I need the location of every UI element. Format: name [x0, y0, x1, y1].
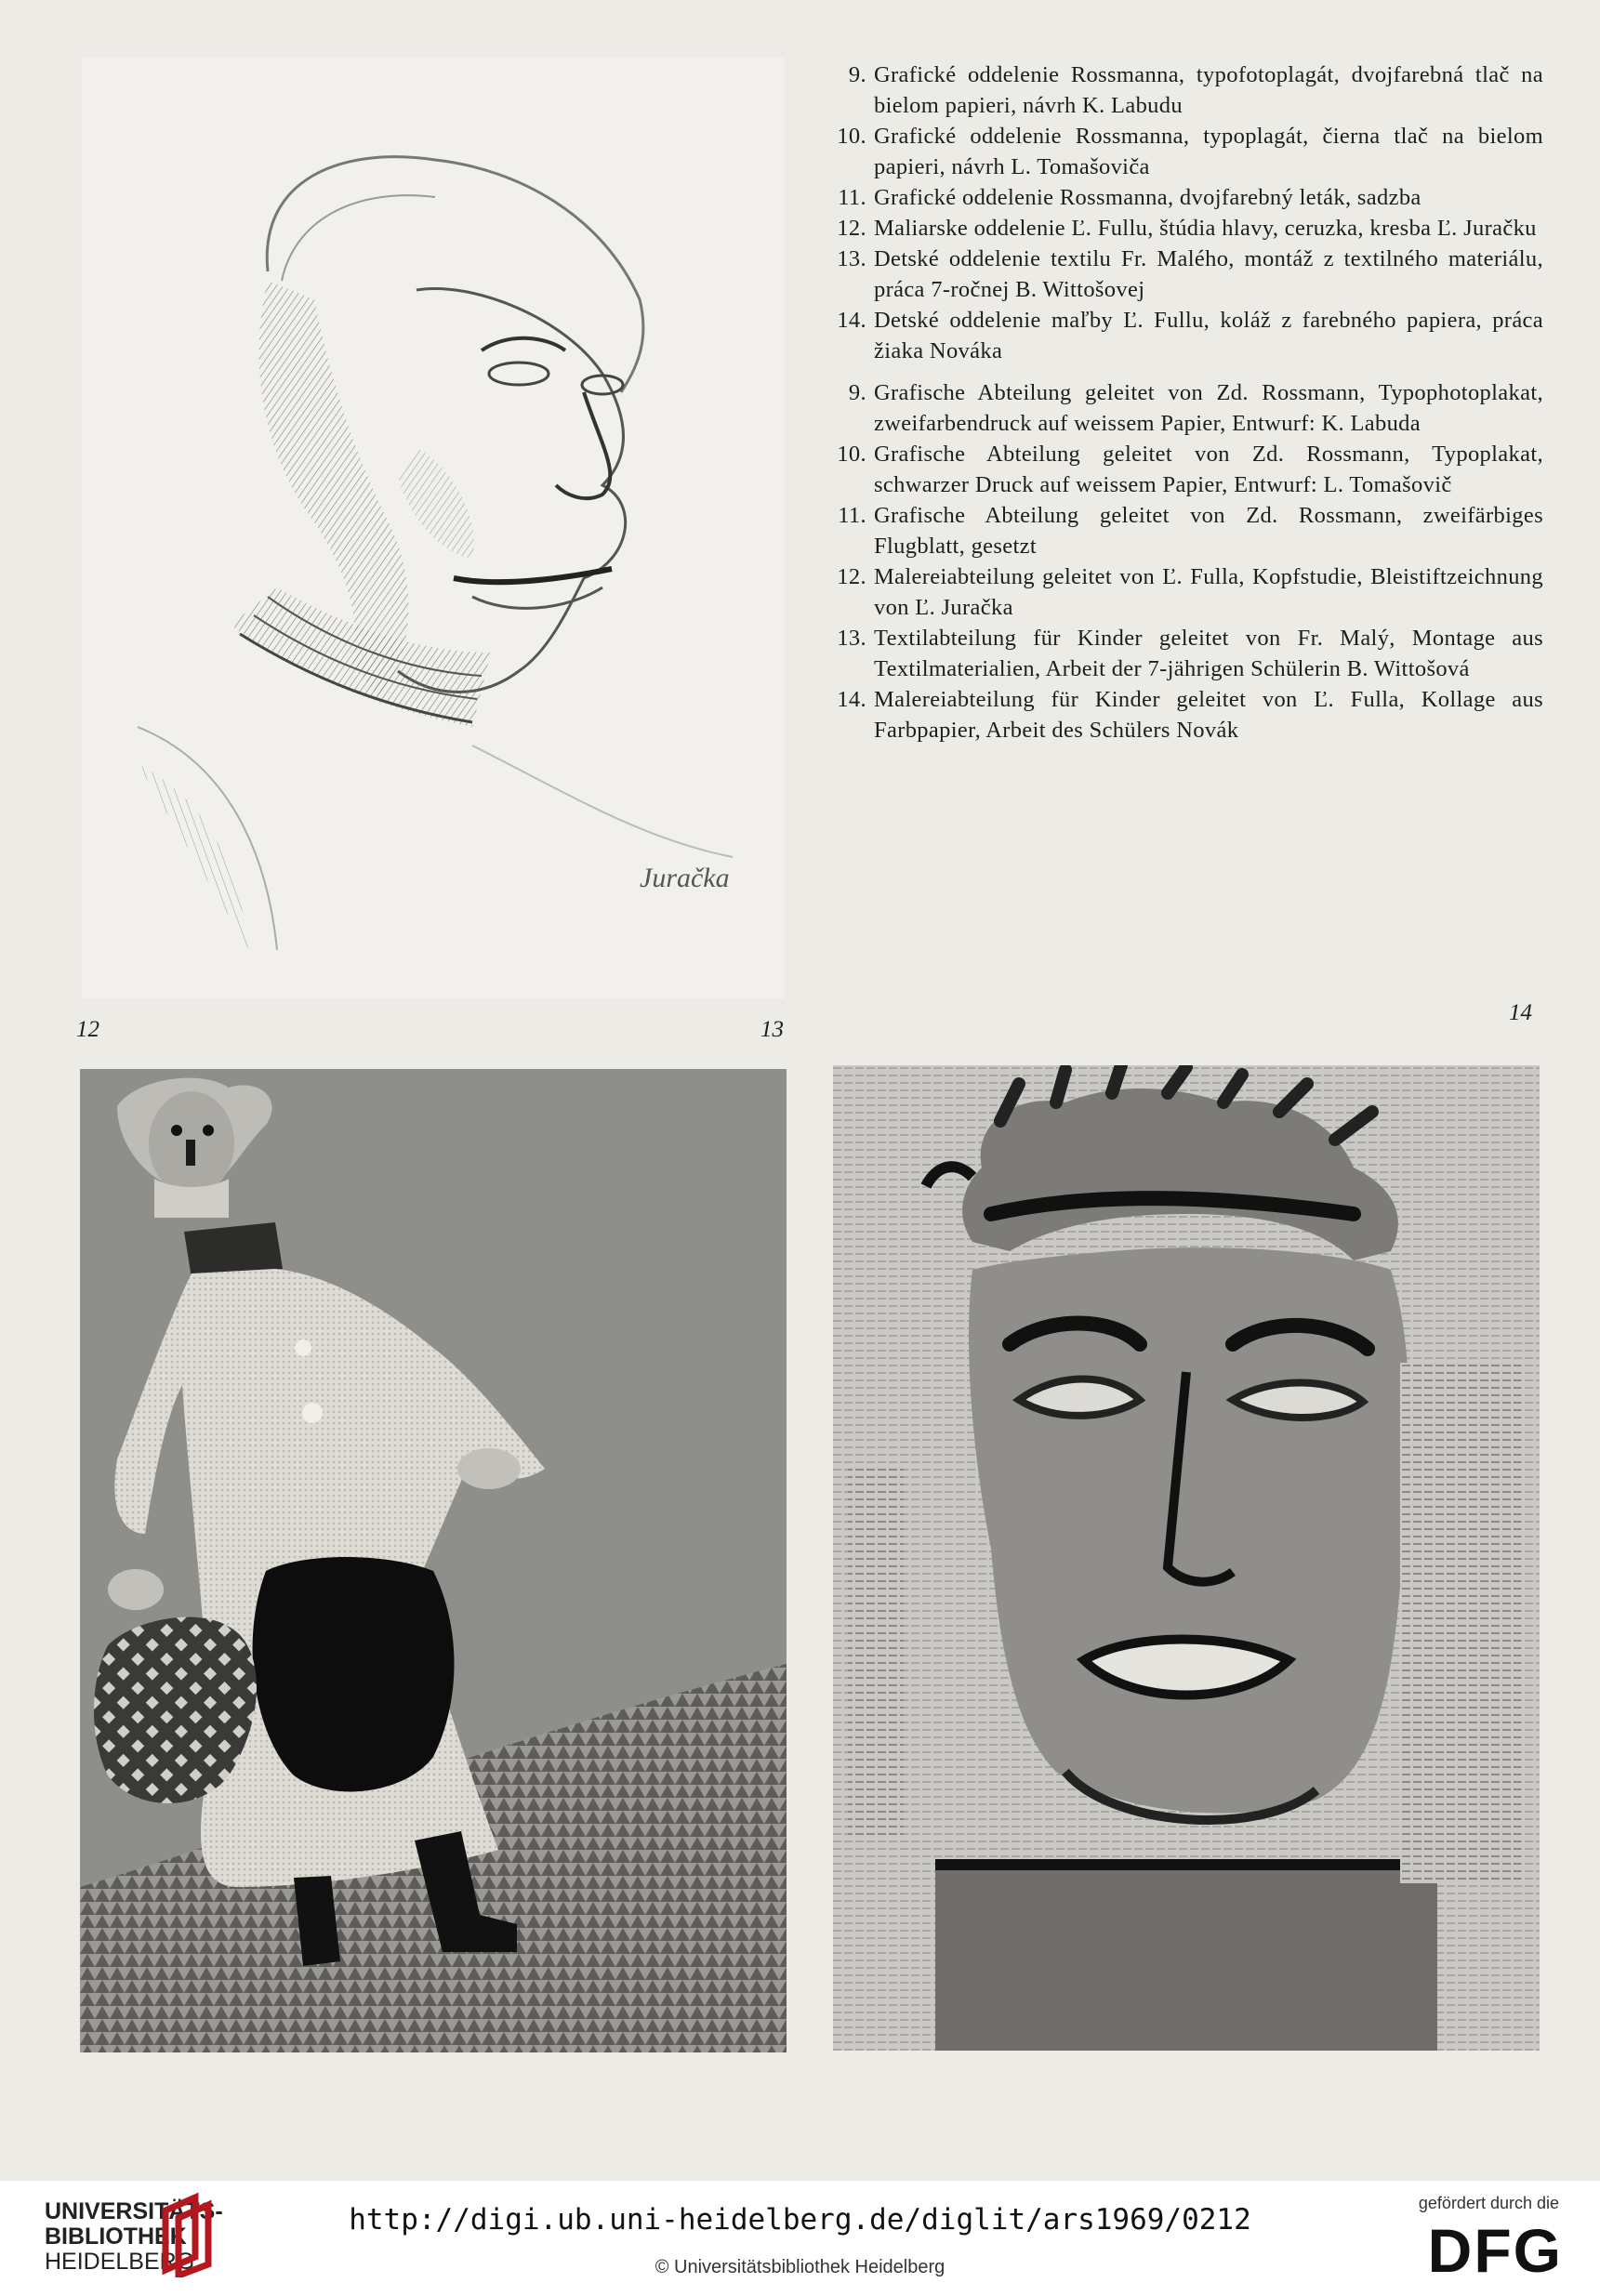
library-name-line-2: BIBLIOTHEK — [45, 2223, 187, 2250]
caption-text: Textilabteilung für Kinder geleitet von Fr. Malý, Montage aus Textilmaterialien, Arbeit der 7-jährigen Schülerin B. Wittošová — [874, 626, 1543, 681]
caption-number: 11. — [838, 185, 866, 210]
caption-text: Grafické oddelenie Rossmanna, typoplagát, čierna tlač na bielom papieri, návrh L. Tomašoviča — [874, 124, 1543, 179]
caption-item — [827, 561, 1543, 623]
caption-item — [827, 59, 1543, 121]
copyright-notice: © Universitätsbibliothek Heidelberg — [655, 2257, 945, 2277]
caption-number: 12. — [837, 564, 866, 589]
caption-item — [827, 377, 1543, 439]
caption-number: 10. — [837, 442, 866, 467]
caption-item — [827, 182, 1543, 213]
caption-text: Detské oddelenie maľby Ľ. Fullu, koláž z farebného papiera, práca žiaka Nováka — [874, 308, 1543, 363]
caption-item — [827, 500, 1543, 561]
plate-number-14: 14 — [1509, 1000, 1532, 1025]
caption-item — [827, 305, 1543, 366]
captions-slovak — [827, 59, 1543, 366]
plate-number-13: 13 — [760, 1017, 784, 1042]
caption-number: 10. — [837, 124, 866, 149]
digitization-footer — [0, 2181, 1600, 2296]
caption-number: 12. — [837, 216, 866, 241]
funded-by-label: gefördert durch die — [1418, 2194, 1559, 2212]
plate-13-textile-image — [80, 1069, 787, 2052]
caption-item — [827, 684, 1543, 746]
plate-number-12: 12 — [76, 1017, 99, 1042]
caption-text: Malereiabteilung für Kinder geleitet von Ľ. Fulla, Kollage aus Farbpapier, Arbeit des Schülers Novák — [874, 687, 1543, 743]
captions-block — [827, 59, 1543, 746]
caption-text: Detské oddelenie textilu Fr. Malého, montáž z textilného materiálu, práca 7-ročnej B. Wittošovej — [874, 246, 1543, 302]
caption-text: Grafische Abteilung geleitet von Zd. Rossmann, zweifärbiges Flugblatt, gesetzt — [874, 503, 1543, 559]
caption-item — [827, 121, 1543, 182]
caption-number: 13. — [837, 626, 866, 651]
paper-collage-face — [833, 1065, 1540, 2051]
page-url-link[interactable]: http://digi.ub.uni-heidelberg.de/diglit/ars1969/0212 — [349, 2203, 1251, 2237]
caption-text: Grafické oddelenie Rossmanna, dvojfarebný leták, sadzba — [874, 185, 1421, 210]
portrait-signature: Juračka — [640, 863, 730, 893]
caption-text: Grafische Abteilung geleitet von Zd. Rossmann, Typoplakat, schwarzer Druck auf weissem Papier, Entwurf: L. Tomašovič — [874, 442, 1543, 497]
library-name-line-1: UNIVERSITÄTS- — [45, 2198, 223, 2224]
caption-number: 14. — [837, 308, 866, 333]
captions-german — [827, 377, 1543, 746]
caption-item — [827, 244, 1543, 305]
caption-number: 13. — [837, 246, 866, 271]
caption-item — [827, 439, 1543, 500]
caption-text: Malereiabteilung geleitet von Ľ. Fulla, Kopfstudie, Bleistiftzeichnung von Ľ. Juračka — [874, 564, 1543, 620]
caption-item — [827, 213, 1543, 244]
plate-14-collage-image — [833, 1065, 1540, 2051]
library-name-line-3: HEIDELBERG — [45, 2249, 195, 2275]
caption-text: Maliarske oddelenie Ľ. Fullu, štúdia hlavy, ceruzka, kresba Ľ. Juračku — [874, 216, 1537, 241]
caption-number: 14. — [837, 687, 866, 712]
caption-text: Grafické oddelenie Rossmanna, typofotoplagát, dvojfarebná tlač na bielom papieri, návrh K. Labudu — [874, 62, 1543, 118]
caption-number: 9. — [848, 62, 866, 87]
plate-12-portrait-image — [82, 58, 785, 998]
caption-number: 11. — [838, 503, 866, 528]
caption-item — [827, 623, 1543, 684]
caption-text: Grafische Abteilung geleitet von Zd. Rossmann, Typophotoplakat, zweifarbendruck auf weissem Papier, Entwurf: K. Labuda — [874, 380, 1543, 436]
dfg-logo: DFG — [1427, 2216, 1563, 2285]
textile-figure-montage — [80, 1069, 787, 2052]
caption-number: 9. — [848, 380, 866, 405]
pencil-portrait-drawing — [82, 58, 785, 998]
